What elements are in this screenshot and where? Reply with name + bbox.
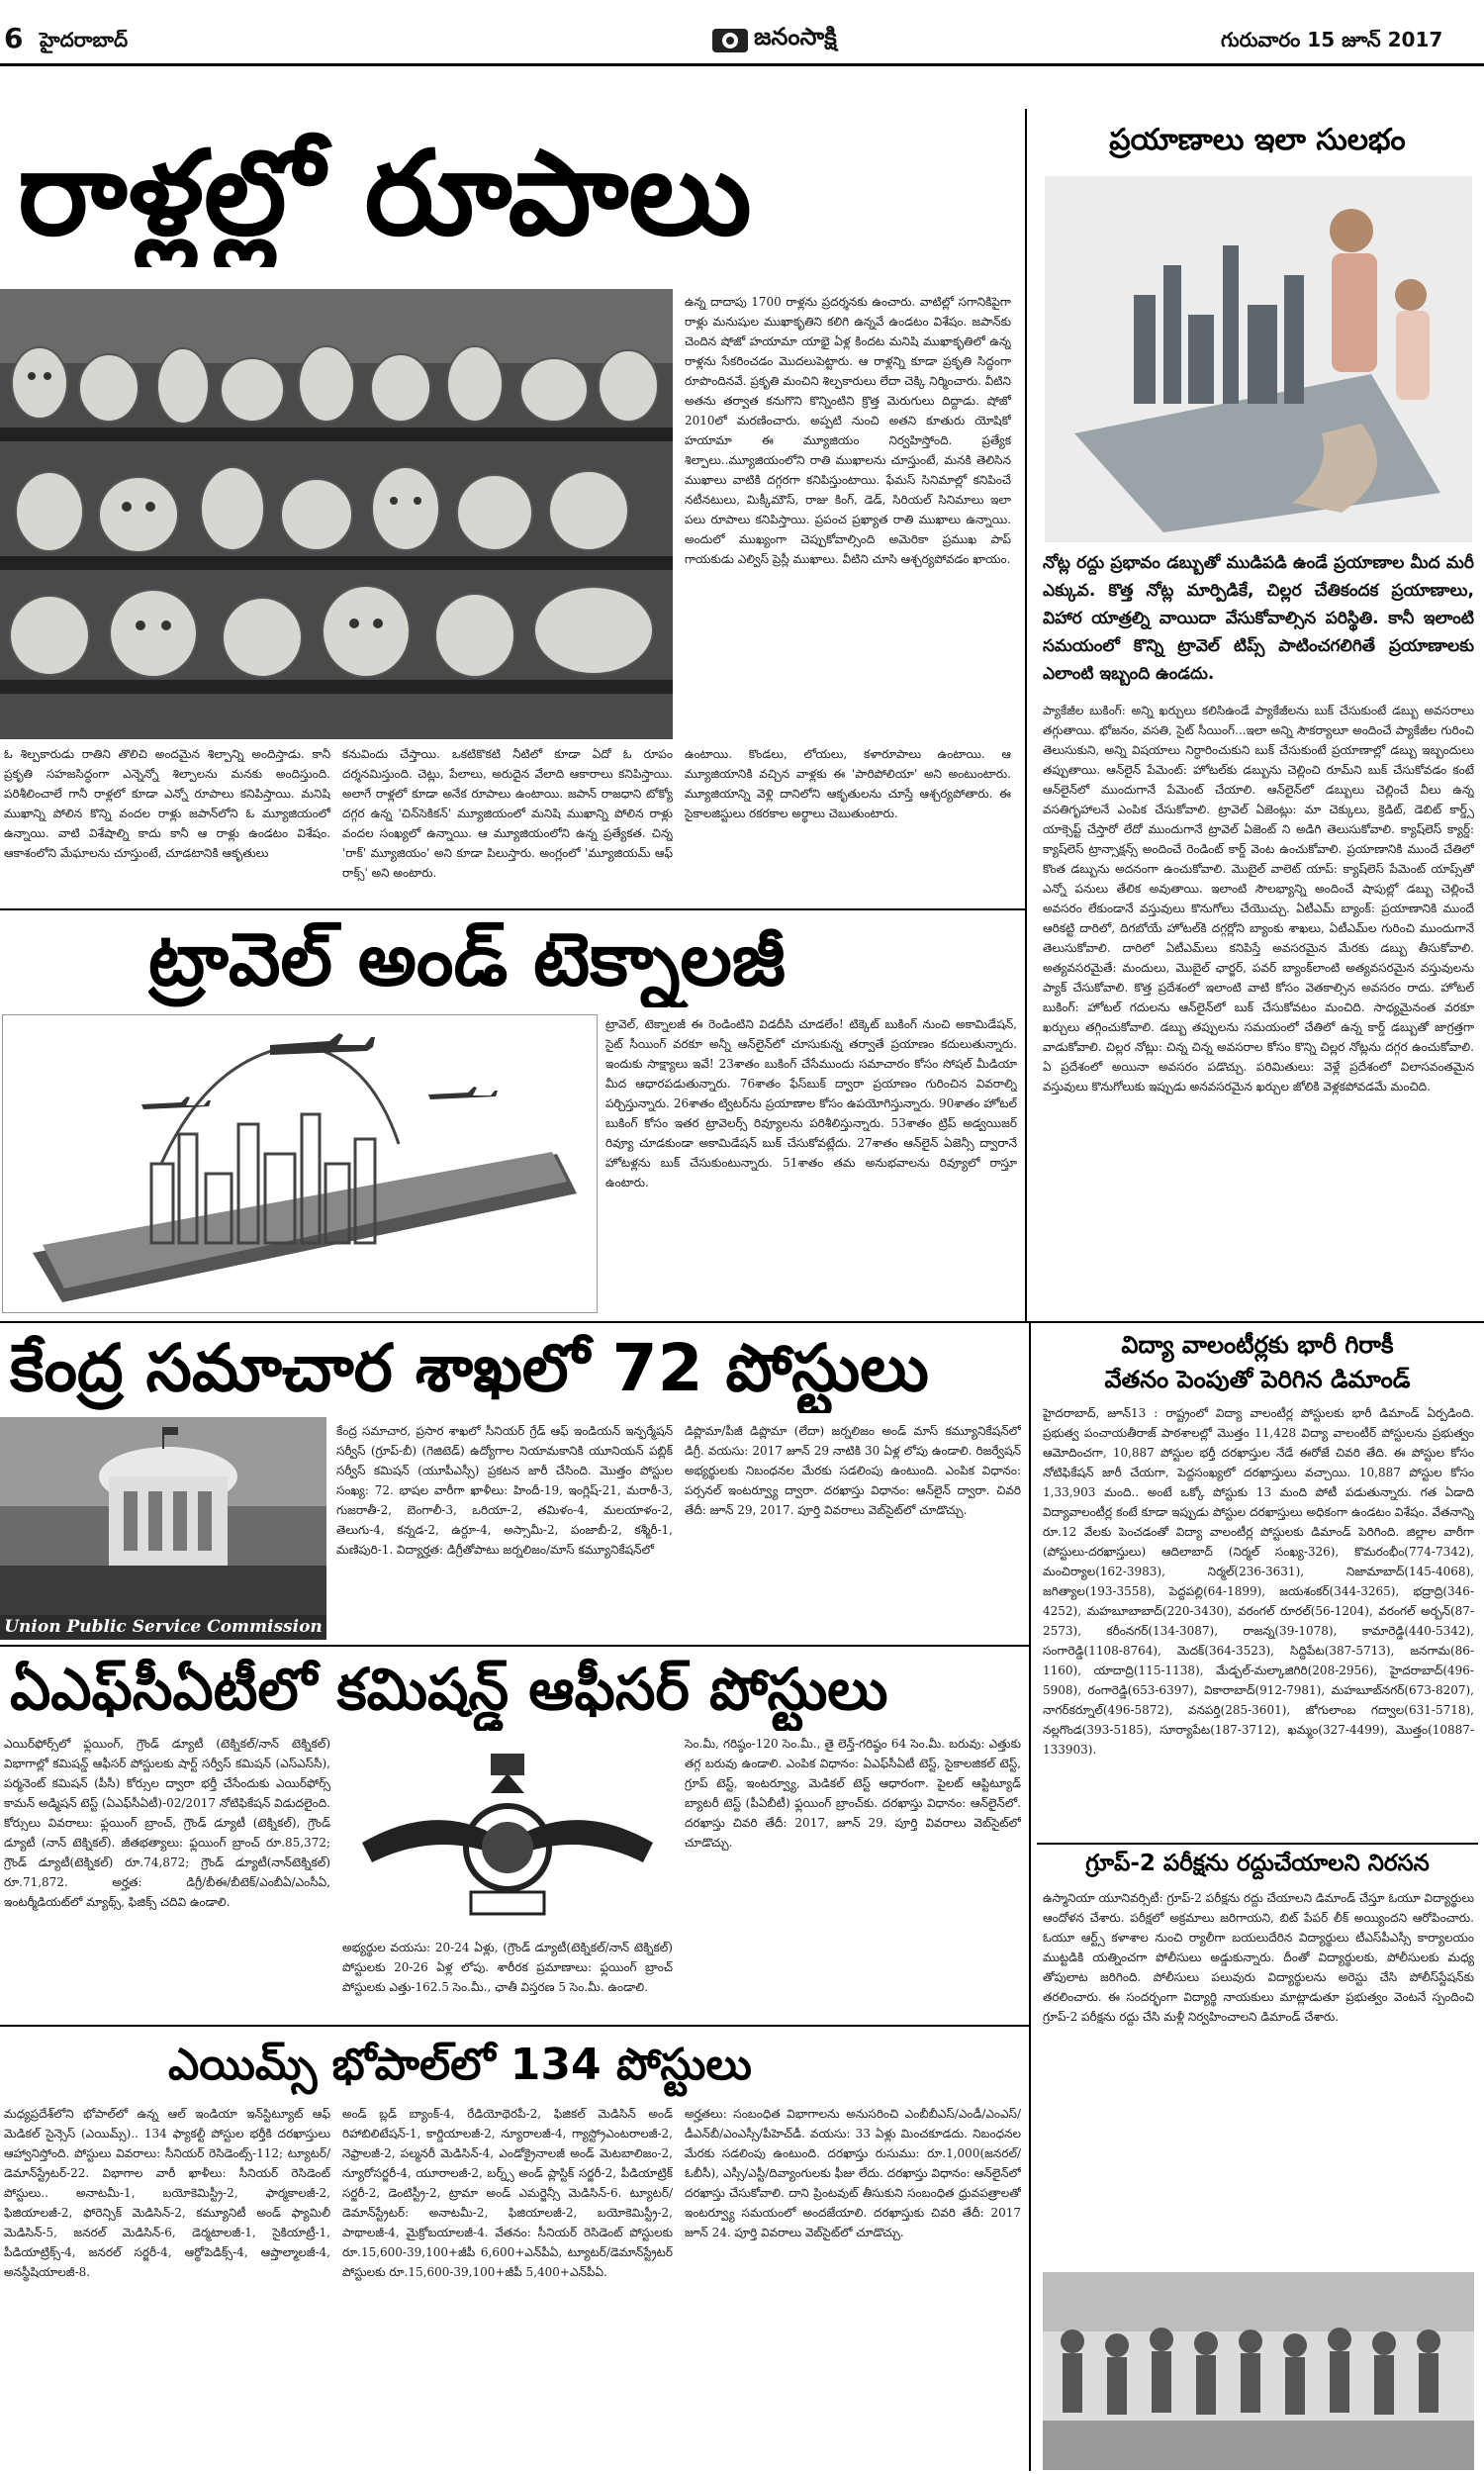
travel-tips-caption: నోట్ల రద్దు ప్రభావం డబ్బుతో ముడిపడి ఉండే ప్రయాణాల మీద మరీ ఎక్కువ. కొత్త నోట్ల మార్పిడికే, చిల్లర చేతికందక ప్రయాణాలు, విహార యాత్రల్ని వాయిదా వేసుకోవాల్సిన పరిస్థితి. కానీ ఇలాంటి సమయంలో కొన్ని ట్రావెల్ టిప్స్ పాటించగలిగితే ప్రయాణాలకు ఎలాంటి ఇబ్బంది ఉండదు. [1043,553,1474,684]
volunteers-title-line2: వేతనం పెంపుతో పెరిగిన డిమాండ్ [1104,1366,1411,1393]
upsc-building-photo [0,1417,326,1640]
stones-col-left-bottom: ఓ శిల్పకారుడు రాతిని తొలిచి అందమైన శిల్పాన్ని అందిస్తాడు. కానీ ప్రకృతి సహజసిద్ధంగా ఎన్నెన్నో శిల్పాలను మనకు అందిస్తుంది. పరిశీలించాలే గానీ రాళ్లలో కూడా ఎన్నో రూపాలు కనిపిస్తాయి. మనిషి ముఖాన్ని పోలిన కొన్ని వందల రాళ్లు జపాన్‌లోని ఓ మ్యూజియంలో ఉన్నాయి. వాటి విశేషాల్ని కాదు కానీ ఆ రాళ్లు ఉండటం విశేషం. ఆకాశంలోని మేఘాలను చూస్తుంటే, చూడటానికి ఆకృతులు [4,747,330,860]
stones-col-right-bottom: ఉంటాయి. కొండలు, లోయలు, కళారూపాలు ఉంటాయి. ఆ మ్యూజియానికి వచ్చిన వాళ్లకు ఈ 'పారిపోలియా' అని అంటుంటారు. మ్యూజియాన్ని వెళ్లి దానిలోని ఆకృతులను చూస్తే ఆశ్చర్యపోతారు. ఈ సైకాలజిస్టులు రకరకాల అర్థాలు చెబుతుంటారు. [685,747,1011,820]
stones-col1: ఉన్న దాదాపు 1700 రాళ్లను ప్రదర్శనకు ఉంచారు. వాటిల్లో సగానికిపైగా రాళ్లు మనుషుల ముఖాకృతిని కలిగి ఉన్నవే ఉండటం విశేషం. జపాన్‌కు చెందిన షోజో హయామా యాభై ఏళ్ల కిందట మనిషి ముఖాకృతిలో ఉన్న రాళ్లను సేకరించడం మొదలుపెట్టారు. ఆ రాళ్లన్ని కూడా ప్రకృతి సిద్ధంగా రూపొందినవే. ప్రకృతి మంచిని శిల్పకారులు లేదా చెక్కి నిర్మించారు. వీటిని అతను తర్వాత కనుగొని కొన్నింటిని క్రొత్త మెరుగులు దిద్దాడు. షోజో 2010లో మరణించారు. అప్పటి నుంచి అతని కూతురు యోషికో హయామా ఈ మ్యూజియం నిర్వహిస్తోంది. ప్రత్యేక శిల్పాలు..మ్యూజియంలోని రాతి ముఖాలను చూస్తుంటే, మనకి తెలిసిన ముఖాలు వాటికి దగ్గరగా కనిపిస్తుంటాయి. ఫేమస్ సినిమాల్లో కనిపించే నటీనటులు, మిక్కీమౌస్, రాజు కింగ్, డెడ్, సిరియల్ సినిమాలు ఇలా పలు రూపాలు కనిపిస్తాయి. ప్రపంచ ప్రఖ్యాత రాతి ముఖాలు ఉన్నాయి. అందులో ముఖ్యంగా చెప్పుకోవాల్సింది అమెరికా ప్రముఖ పాప్ గాయకుడు ఎల్విస్ ప్రెస్లీ ముఖాలు. వీటిని చూసి ఆశ్చర్యపోవడం ఖాయం. [685,295,1011,566]
afcat-col3: సెం.మీ, గరిష్ఠం-120 సెం.మీ., తై లెన్త్-గరిష్ఠం 64 సెం.మీ. బరువు: ఎత్తుకు తగ్గ బరువు ఉండాలి. ఎంపిక విధానం: ఏఎఫ్‌సీఏటీ టెస్ట్, సైకాలజికల్ టెస్ట్, గ్రూప్ టెస్ట్, ఇంటర్వ్యూ, మెడికల్ టెస్ట్ ఆధారంగా. పైలట్ ఆప్టిట్యూడ్ బ్యాటరీ టెస్ట్ (పీఏబీటీ) ఫ్లయింగ్ బ్రాంచ్‌కు. దరఖాస్తు విధానం: ఆన్‌లైన్‌లో. దరఖాస్తు చివరి తేదీ: 2017, జూన్ 29. పూర్తి వివరాలు వెబ్‌సైట్‌లో చూడొచ్చు. [685,1737,1021,1850]
upsc-headline: కేంద్ర సమాచార శాఖలో 72 పోస్టులు [10,1330,929,1406]
group2-title: గ్రూప్-2 పరీక్షను రద్దుచేయాలని నిరసన [1085,1851,1430,1876]
aiims-headline: ఎయిమ్స్ భోపాల్‌లో 134 పోస్టులు [168,2040,752,2090]
stones-col-mid-bottom: కనువిందు చేస్తాయి. ఒకటికొకటి నీటిలో కూడా ఏదో ఓ రూపం దర్శనమిస్తుంది. చెట్లు, పేలాలు, అరుదైన వేలాది ఆకారాలు కనిపిస్తాయి. అలాగే రాళ్లలో కూడా అనేక రూపాలు ఉంటాయి. జపాన్ రాజధాని టోక్యో దగ్గర ఉన్న 'చిన్‌సెకికన్' మ్యూజియంలో మనిషి ముఖాన్ని పోలిన రాళ్లు వందల సంఖ్యలో ఉన్నాయి. ఆ మ్యూజియంలోని ఉన్న ప్రత్యేకత. చిన్న 'రాక్' మ్యూజియం' అని కూడా పిలుస్తారు. అంగ్లంలో 'మ్యూజియమ్ ఆఫ్ రాక్స్' అని అంటారు. [342,747,673,880]
volunteers-body: హైదరాబాద్, జూన్13 : రాష్ట్రంలో విద్యా వాలంటీర్ల పోస్టులకు భారీ డిమాండ్ ఏర్పడింది. ప్రభుత్వ పంచాయతీరాజ్ పాఠశాలల్లో మొత్తం 11,428 విద్యా వాలంటీర్ పోస్టులను ప్రభుత్వం ఆమోదించగా, 10,887 పోస్టుల భర్తీ దరఖాస్తుల నేడే ఈరోజే చివరి తేది. ఈ పోస్టుల కోసం నోటిఫికేషన్ జారీ చేయగా, పెద్దసంఖ్యలో దరఖాస్తులు వచ్చాయి. 10,887 పోస్టుల కోసం 1,33,903 మంది.. అంటే ఒక్కో పోస్టుకు 13 మంది పోటీ పడుతున్నారు. గత ఏడాది విద్యావాలంటీర్ల కంటే కూడా ఇప్పుడు పోస్టుల దరఖాస్తులు అధికంగా ఉండటం విశేషం. వేతనాన్ని రూ.12 వేలకు పెంచడంతో విద్యా వాలంటీర్ల పోస్టులకు డిమాండ్ పెరిగింది. జిల్లాల వారీగా (పోస్టులు-దరఖాస్తులు) ఆదిలాబాద్ (నిర్మల్ సంఖ్య-326), కొమరంభీం(774-7342), మంచిర్యాల(162-3983), నిర్మల్(236-3631), నిజామాబాద్(145-4068), జగిత్యాల(193-3558), పెద్దపల్లి(64-1899), జయశంకర్(344-3265), భద్రాద్రి(346-4252), మహబూబాబాద్(220-3430), వరంగల్ రూరల్(56-1204), వరంగల్ అర్బన్(87-2573), కరీంనగర్(134-3087), రాజన్న(39-1078), కామారెడ్డి(440-5342), సంగారెడ్డి(1108-8764), మెదక్(364-3523), సిద్దిపేట(387-5713), జనగామ(86-1160), యాదాద్రి(115-1138), మేడ్చల్-మల్కాజిగిరి(208-2956), హైదరాబాద్(496-5908), రంగారెడ్డి(653-6397), వికారాబాద్(912-7981), మహబూబ్‌నగర్(673-8207), నాగర్‌కర్నూల్(496-5872), వనపర్తి(285-3601), జోగులాంబ గద్వాల(631-5718), నల్లగొండ(393-5185), సూర్యాపేట(187-3712), ఖమ్మం(327-4499), మొత్తం(10887-133903). [1043,1406,1474,1757]
airforce-emblem [342,1734,673,1932]
page-number: 6 [4,22,24,54]
afcat-col2: అభ్యర్థుల వయసు: 20-24 ఏళ్లు, (గ్రౌండ్ డ్యూటీ(టెక్నికల్/నాన్ టెక్నికల్) పోస్టులకు 20-26 ఏళ్ల లోపు. శారీరక ప్రమాణాలు: ఫ్లయింగ్ బ్రాంచ్ పోస్టులకు ఎత్తు-162.5 సెం.మీ., ఛాతీ విస్తరణ 5 సెం.మీ. ఉండాలి. [342,1941,673,1994]
travel-tips-body: ప్యాకేజీల బుకింగ్: అన్ని ఖర్చులు కలిసిఉండే ప్యాకేజీలను బుక్ చేసుకుంటే డబ్బు అవసరాలు తగ్గుతాయి. భోజనం, వసతి, సైట్ సీయింగ్...ఇలా అన్ని సౌకర్యాలూ అందించే ప్యాకేజీల గురించి తెలుసుకుని, అన్ని విషయాలు నిర్ధారించుకుని బుక్ చేసుకుంటే ప్రయాణాల్లో డబ్బు ఇబ్బందులు తప్పుతాయి. ఆన్‌లైన్ పేమెంట్: హోటల్‌కు డబ్బును చెల్లించి రూమ్‌ని బుక్ చేసుకోవడం కంటే ఆన్‌లైన్‌లో ముందుగానే పేమెంట్ చేయాలి. ఆన్‌లైన్‌లో డబ్బులు చెల్లించే వీలు ఉన్న వసతిగృహాలనే ఎంపిక చేసుకోవాలి. ట్రావెల్ ఏజెంట్లు: మా చెక్కులు, క్రెడిట్, డెబిట్ కార్డ్స్ యాక్సెప్ట్ చేస్తారో లేదో ముందుగానే ట్రావెల్ ఏజెంట్ ని అడిగి తెలుసుకోవాలి. క్యాష్‌లెస్ క్యార్డ్: క్యాష్‌లెస్ ట్రాన్సాక్షన్స్ అందించే రెండింట్ కార్డ్ వెంట ఉంచుకోవాలి. ప్రయాణానికి ముందే చేతిలో కొంత డబ్బును అదనంగా ఉంచుకోవాలి. మొబైల్ వాలెట్ యాప్: క్యాష్‌లెస్ పేమెంట్ యాప్స్‌తో ఎన్నో పనులు తేలిక అవుతాయి. ఇలాంటి సౌలభ్యాన్ని అందించే షాపుల్లో డబ్బు చెల్లించే అవసరం లేకుండానే వస్తువులు కొనుగోలు చేయొచ్చు. ఏటీఎమ్ బ్యాంక్: ప్రయాణానికి ముందే ఆరికట్టి దారిలో, దిగబోయే హోటల్‌కి దగ్గర్లోని బ్యాంకు శాఖలు, ఏటీఎమ్‌ల గురించి ముందుగానే తెలుసుకోవాలి. దారిలో ఏటీఎమ్‌లు కనిపిస్తే అవసరమైన మేరకు డబ్బు తీసుకోవాలి. అత్యవసరమైతే: మందులు, మొబైల్ ఛార్జర్, పవర్ బ్యాంక్‌లాంటి అత్యవసరమైన వస్తువులను ప్యాక్ చేసుకోవాలి. కొత్త ప్రదేశంలో ఇలాంటి వాటి కోసం వెతకాల్సిన అవసరం రాదు. హోటల్ బుకింగ్: హోటల్ గదులను ఆన్‌లైన్‌లో బుక్ చేసుకోవటం మంచిది. సాధ్యమైనంత వరకూ ఖర్చులు తగ్గించుకోవాలి. డబ్బు తప్పులను సమయంలో చేతిలో ఉన్న కార్డ్ డబ్బుతో జాగ్రత్తగా వాడుకోవాలి. చిల్లర నోట్లు: చిన్న చిన్న అవసరాల కోసం కొన్ని చిల్లర నోట్లను దగ్గర ఉంచుకోవాలి. ఏ ప్రదేశంలో అయినా అవసరం పడొచ్చు. పరిమితులు: వెళ్లే ప్రదేశంలో విలాసవంతమైన వస్తువులు కొనుగోలుకు ఇప్పుడు అనవసరమైన ఖర్చుల జోలికి వెళ్లకపోవడమే మంచిది. [1043,704,1474,1094]
aiims-col1: మధ్యప్రదేశ్‌లోని భోపాల్‌లో ఉన్న ఆల్ ఇండియా ఇన్‌స్టిట్యూట్ ఆఫ్ మెడికల్ సైన్సెస్ (ఎయిమ్స్).. 134 ఫ్యాకల్టీ పోస్టుల భర్తీకి దరఖాస్తులు ఆహ్వానిస్తోంది. పోస్టులు వివరాలు: సీనియర్ రెసిడెంట్స్-112; ట్యూటర్/డెమాన్‌స్ట్రేటర్-22. విభాగాల వారీ ఖాళీలు: సీనియర్ రెసిడెంట్ పోస్టులు.. అనాటమీ-1, బయోకెమిస్ట్రీ-2, ఫార్మకాలజీ-2, ఫిజియాలజీ-2, ఫోరెన్సిక్ మెడిసిన్-2, కమ్యూనిటీ అండ్ ఫ్యామిలీ మెడిసిన్-5, జనరల్ మెడిసిన్-6, డెర్మటాలజీ-1, సైకియాట్రీ-1, పీడియాట్రిక్స్-4, జనరల్ సర్జరీ-4, ఆర్థోపెడిక్స్-4, ఆప్తాల్మాలజీ-4, అనస్థీషియాలజీ-8. [4,2107,330,2279]
protest-photo [1043,2272,1474,2470]
upsc-col2: డిప్లొమా/పీజీ డిప్లొమా (లేదా) జర్నలిజం అండ్ మాస్ కమ్యూనికేషన్‌లో డిగ్రీ. వయసు: 2017 జూన్ 29 నాటికి 30 ఏళ్ల లోపు ఉండాలి. రిజర్వేషన్ అభ్యర్థులకు నిబంధనల మేరకు సడలింపు ఉంటుంది. ఎంపిక విధానం: పర్సనల్ ఇంటర్వ్యూ ద్వారా. దరఖాస్తు విధానం: ఆన్‌లైన్ ద్వారా. చివరి తేదీ: జూన్ 29, 2017. పూర్తి వివరాలు వెబ్‌సైట్‌లో చూడొచ్చు. [685,1424,1021,1517]
stone-faces-photo [0,289,673,739]
stones-headline: రాళ్లల్లో రూపాలు [18,125,752,261]
masthead-title: జనంసాక్షి [754,23,837,50]
aiims-col2: అండ్ బ్లడ్ బ్యాంక్-4, రేడియోథెరపీ-2, ఫిజికల్ మెడిసిన్ అండ్ రిహాబిలిటేషన్-1, కార్డియాలజీ-2, న్యూరాలజీ-4, గ్యాస్ట్రోఎంటరాలజీ-2, నెఫ్రాలజీ-2, పల్మనరీ మెడిసిన్-4, ఎండోక్రైనాలజీ అండ్ మెటబాలిజం-2, న్యూరోసర్జరీ-4, యూరాలజీ-2, బర్న్స్ అండ్ ప్లాస్టిక్ సర్జరీ-2, పీడియాట్రిక్ సర్జరీ-2, డెంటిస్ట్రీ-2, ట్రామా అండ్ ఎమర్జెన్సీ మెడిసిన్-6. ట్యూటర్/డెమాన్‌స్ట్రేటర్: అనాటమీ-2, ఫిజియాలజీ-2, బయోకెమిస్ట్రీ-2, పాథాలజీ-4, మైక్రోబయాలజీ-4. వేతనం: సీనియర్ రెసిడెంట్ పోస్టులకు రూ.15,600-39,100+జీపీ 6,600+ఎన్‌పీఏ, ట్యూటర్/డెమాన్‌స్ట్రేటర్ పోస్టులకు రూ.15,600-39,100+జీపీ 5,400+ఎన్‌పీఏ. [342,2107,673,2279]
aiims-col3: అర్హతలు: సంబంధిత విభాగాలను అనుసరించి ఎంబీబీఎస్/ఎండీ/ఎంఎస్/డీఎన్‌బీ/ఎంఎస్సీ/పీహెచ్‌డీ. వయసు: 33 ఏళ్లు మించకూడదు. నిబంధనల మేరకు సడలింపు ఉంటుంది. దరఖాస్తు రుసుము: రూ.1,000(జనరల్/ఓబీసీ), ఎస్సీ/ఎస్టీ/దివ్యాంగులకు ఫీజు లేదు. దరఖాస్తు విధానం: ఆన్‌లైన్‌లో దరఖాస్తు చేసుకోవాలి. దాని ప్రింటవుట్ తీసుకుని సంబంధిత ధ్రువపత్రాలతో ఇంటర్వ్యూ సమయంలో అందజేయాలి. దరఖాస్తుకు చివరి తేదీ: 2017 జూన్ 24. పూర్తి వివరాలు వెబ్‌సైట్‌లో చూడొచ్చు. [685,2107,1021,2239]
travel-tips-title: ప్రయాణాలు ఇలా సులభం [1109,123,1406,157]
travel-tips-photo [1045,176,1472,542]
travel-tech-headline: ట్రావెల్ అండ్ టెక్నాలజీ [148,917,786,1002]
afcat-col1: ఎయిర్‌ఫోర్స్‌లో ఫ్లయింగ్, గ్రౌండ్ డ్యూటీ (టెక్నికల్/నాన్ టెక్నికల్) విభాగాల్లో కమిషన్డ్ ఆఫీసర్ పోస్టులకు షార్ట్ సర్వీస్ కమిషన్ (ఎస్‌ఎస్‌సీ), పర్మనెంట్ కమిషన్ (పీసీ) కోర్సుల ద్వారా భర్తీ చేసేందుకు ఎయిర్‌ఫోర్స్ కామన్ అడ్మిషన్ టెస్ట్ (ఏఎఫ్‌సీఏటీ)-02/2017 నోటిఫికేషన్ విడుదలైంది. కోర్సులు వివరాలు: ఫ్లయింగ్ బ్రాంచ్, గ్రౌండ్ డ్యూటీ (టెక్నికల్), గ్రౌండ్ డ్యూటీ (నాన్ టెక్నికల్). జీతభత్యాలు: ఫ్లయింగ్ బ్రాంచ్ రూ.85,372; గ్రౌండ్ డ్యూటీ(టెక్నికల్) రూ.74,872; గ్రౌండ్ డ్యూటీ(నాన్‌టెక్నికల్) రూ.71,872. అర్హత: డిగ్రీ/బీఈ/బీటెక్/ఎంబీఏ/ఎంసీఏ, ఇంటర్మీడియట్‌లో మ్యాథ్స్, ఫిజిక్స్ చదివి ఉండాలి. [4,1737,330,1909]
masthead [710,20,837,59]
afcat-headline: ఏఎఫ్‌సీఏటీలో కమిషన్డ్ ఆఫీసర్ పోస్టులు [10,1656,888,1723]
upsc-image-label: Union Public Service Commission [0,1615,326,1640]
masthead-logo-icon [710,23,750,56]
travel-tech-illustration [2,1014,598,1313]
issue-date: గురువారం 15 జూన్ 2017 [1221,28,1443,51]
edition-name: హైదరాబాద్ [40,28,129,51]
travel-tech-body: ట్రావెల్, టెక్నాలజీ ఈ రెండింటిని విడదీసి చూడలేం! టిక్కెట్ బుకింగ్ నుంచి అకామిడేషన్, సైట్ సీయింగ్ వరకూ అన్నీ ఆన్‌లైన్‌లో చూసుకున్న తర్వాతే ప్రయాణం కదులుతున్నారు. ఇందుకు సాక్ష్యాలు ఇవే! 23శాతం బుకింగ్ చేసేముందు సమాచారం కోసం సోషల్ మీడియా మీద ఆధారపడుతున్నారు. 76శాతం ఫేస్‌బుక్ ద్వారా ప్రయాణం గురించిన వివరాల్ని పర్చిస్తున్నారు. 26శాతం ట్విటర్‌ను ప్రయాణాల కోసం ఉపయోగిస్తున్నారు. 90శాతం హోటల్ బుకింగ్ కోసం ఇతర ట్రావెలర్స్ రివ్యూలను పరిశీలిస్తున్నారు. 53శాతం ట్రిప్ అడ్వయిజర్ రివ్యూ చూడకుండా అకామిడేషన్ బుక్ చేసుకోవట్లేదు. 27శాతం ఆన్‌లైన్ ఏజెన్సీ ద్వారానే హోటళ్లను బుక్ చేసుకుంటున్నారు. 51శాతం తమ అనుభవాలను రివ్యూలో రాస్తూ ఉంటారు. [605,1017,1017,1189]
upsc-col1: కేంద్ర సమాచార, ప్రసార శాఖలో సీనియర్ గ్రేడ్ ఆఫ్ ఇండియన్ ఇన్ఫర్మేషన్ సర్వీస్ (గ్రూప్-బీ) (గెజిటెడ్) ఉద్యోగాల నియామకానికి యూనియన్ పబ్లిక్ సర్వీస్ కమిషన్ (యూపీఎస్సీ) ప్రకటన జారీ చేసింది. మొత్తం పోస్టుల సంఖ్య: 72. భాషల వారీగా ఖాళీలు: హిందీ-19, ఇంగ్లిష్-21, మరాఠీ-3, గుజరాతీ-2, బెంగాలీ-3, ఒరియా-2, తమిళం-4, మలయాళం-2, తెలుగు-4, కన్నడ-2, ఉర్దూ-4, అస్సామీ-2, పంజాబీ-2, కశ్మీరీ-1, మణిపురి-1. విద్యార్హత: డిగ్రీతోపాటు జర్నలిజం/మాస్ కమ్యూనికేషన్‌లో [336,1424,673,1557]
volunteers-title-line1: విద్యా వాలంటీర్లకు భారీ గిరాకీ [1121,1331,1394,1359]
group2-body: ఉస్మానియా యూనివర్సిటీ: గ్రూప్-2 పరీక్షను రద్దు చేయాలని డిమాండ్ చేస్తూ ఓయూ విద్యార్థులు ఆందోళన చేశారు. పరీక్షలో అక్రమాలు జరిగాయని, బిట్ పేపర్ లీక్ అయ్యిందని ఆరోపించారు. ఓయూ ఆర్ట్స్ కళాశాల నుంచి ర్యాలీగా బయలుదేరిన విద్యార్థులు టీఎస్‌పీఎస్సీ కార్యాలయం ముట్టడికి యత్నించగా పోలీసులు అడ్డుకున్నారు. దీంతో విద్యార్థులకు, పోలీసులకు మధ్య తోపులాట జరిగింది. పోలీసులు పలువురు విద్యార్థులను అరెస్టు చేసి పోలీస్‌స్టేషన్‌కు తరలించారు. ఈ సందర్భంగా విద్యార్థి నాయకులు మాట్లాడుతూ ప్రభుత్వం వెంటనే స్పందించి గ్రూప్-2 పరీక్షను రద్దు చేసి మళ్లీ నిర్వహించాలని డిమాండ్ చేశారు. [1043,1891,1474,2024]
